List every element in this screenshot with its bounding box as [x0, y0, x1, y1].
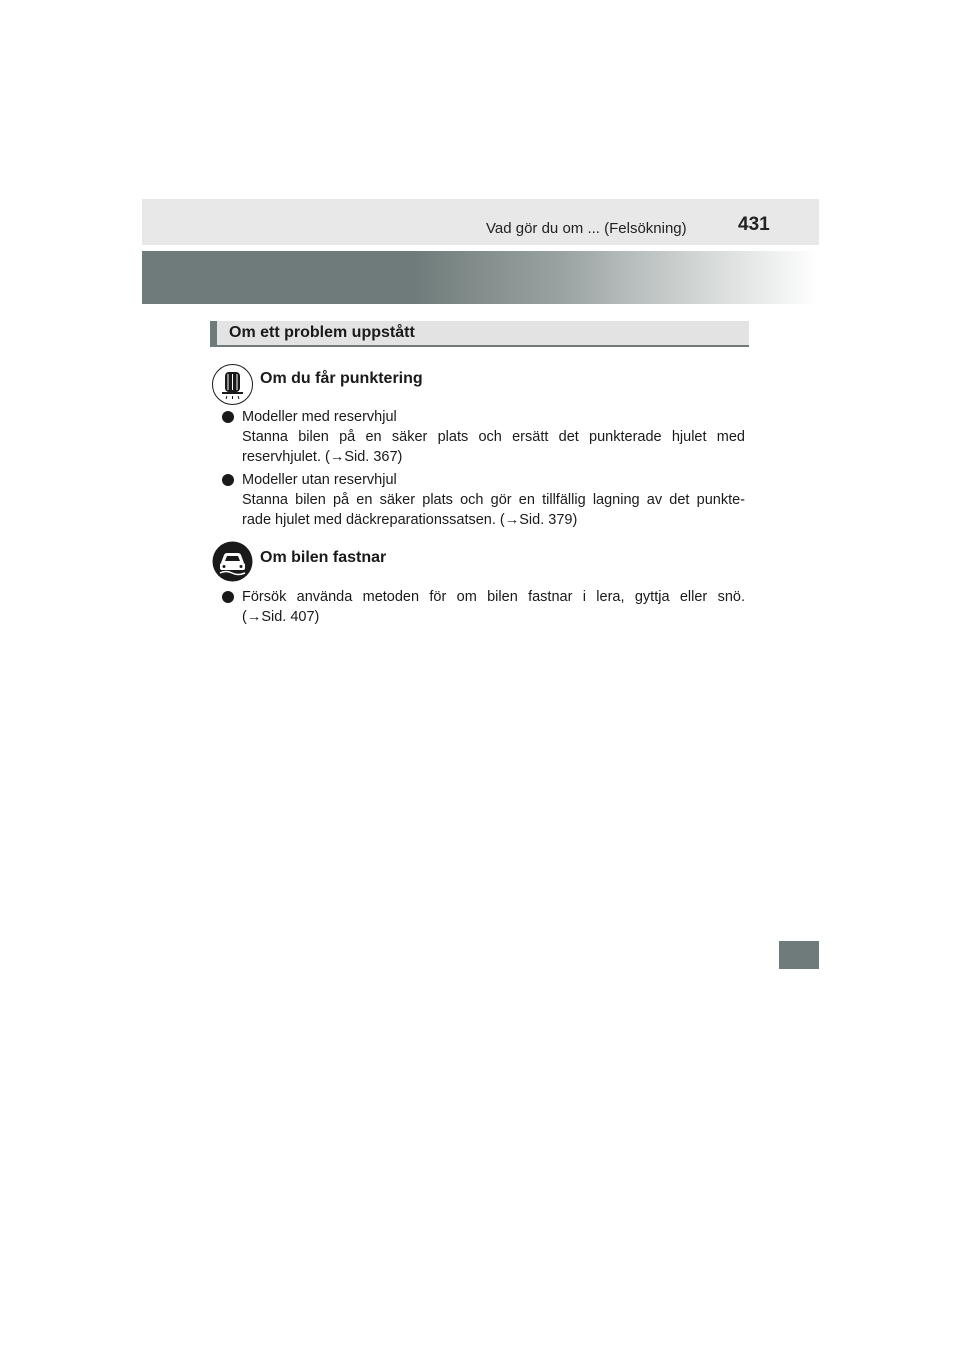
car-stuck-icon [212, 541, 253, 582]
page-header-bar [142, 199, 819, 245]
section-title: Om ett problem uppstått [229, 324, 415, 341]
page-number: 431 [738, 214, 770, 235]
subsection-title-flat-tire: Om du får punktering [260, 370, 423, 387]
bullet-icon [222, 591, 234, 603]
list-item: Modeller utan reservhjul Stanna bilen på en säker plats och gör en tillfällig lagning av det punkte- rade hjulet med däckreparationssatsen. (→Sid. 379) [222, 470, 745, 530]
chapter-title: Vad gör du om ... (Felsökning) [486, 220, 687, 237]
chapter-band [142, 251, 819, 304]
list-item: Försök använda metoden för om bilen fastnar i lera, gyttja eller snö. (→Sid. 407) [222, 587, 745, 627]
chapter-tab-marker [779, 941, 819, 969]
flat-tire-icon [212, 364, 253, 405]
list-item: Modeller med reservhjul Stanna bilen på en säker plats och ersätt det punkterade hjulet med reservhjulet. (→Sid. 367) [222, 407, 745, 467]
bullet-icon [222, 474, 234, 486]
bullet-icon [222, 411, 234, 423]
section-header [210, 321, 749, 347]
subsection-title-car-stuck: Om bilen fastnar [260, 549, 387, 566]
